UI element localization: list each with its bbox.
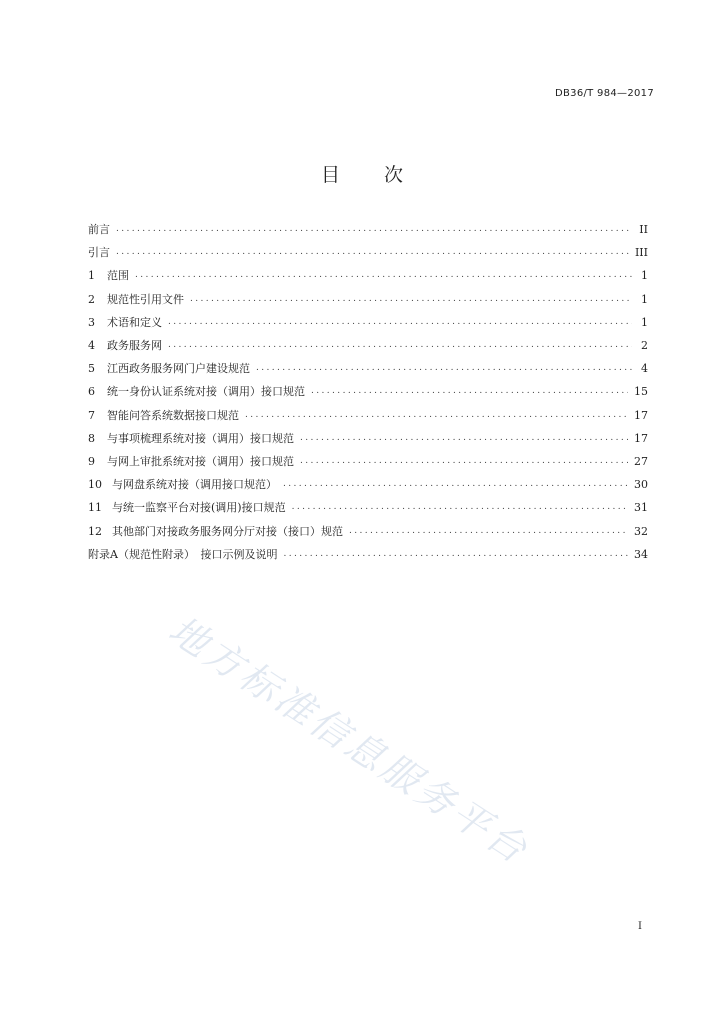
toc-entry-label: 智能问答系统数据接口规范 (107, 408, 239, 422)
toc-entry-label: 政务服务网 (107, 339, 162, 353)
toc-entry-2[interactable] (88, 288, 648, 311)
toc-leader-dots (168, 341, 632, 350)
toc-entry-12[interactable] (88, 519, 648, 542)
toc-entry-page: II (639, 223, 648, 237)
toc-entry-label: 附录A（规范性附录） 接口示例及说明 (88, 547, 278, 561)
toc-entry-label: 引言 (88, 246, 110, 260)
page-title (0, 160, 724, 187)
toc-entry-page: 1 (641, 269, 648, 283)
toc-entry-page: III (634, 246, 648, 260)
toc-entry-label: 与网上审批系统对接（调用）接口规范 (107, 454, 294, 468)
toc-entry-label: 其他部门对接政务服务网分厅对接（接口）规范 (112, 524, 343, 538)
toc-entry-label: 统一身份认证系统对接（调用）接口规范 (107, 385, 305, 399)
toc-entry-page: 31 (634, 501, 648, 515)
toc-entry-number: 8 (88, 431, 95, 445)
toc-entry-8[interactable] (88, 427, 648, 450)
toc-entry-number: 3 (88, 315, 95, 329)
toc-entry-number: 9 (88, 454, 95, 468)
toc-entry-page: 17 (634, 431, 648, 445)
toc-entry-11[interactable] (88, 496, 648, 519)
toc-leader-dots (116, 248, 629, 257)
page-number: I (638, 921, 642, 932)
toc-entry-label: 江西政务服务网门户建设规范 (107, 362, 250, 376)
toc-entry-label: 与统一监察平台对接(调用)接口规范 (112, 501, 286, 515)
toc-entry-page: 2 (641, 339, 648, 353)
toc-entry-label: 范围 (107, 269, 129, 283)
toc-entry-page: 32 (634, 524, 648, 538)
toc-entry-page: 17 (634, 408, 648, 422)
toc-entry-number: 10 (88, 478, 102, 492)
toc-leader-dots (116, 225, 632, 234)
toc-leader-dots (311, 387, 628, 396)
toc-leader-dots (256, 364, 632, 373)
toc-entry-number: 2 (88, 292, 95, 306)
title-char-1: 目 (320, 164, 340, 186)
toc-leader-dots (292, 503, 628, 512)
toc-entry-3[interactable] (88, 311, 648, 334)
toc-entry-page: 15 (634, 385, 648, 399)
toc-leader-dots (283, 480, 628, 489)
toc-entry-page: 30 (634, 478, 648, 492)
toc-entry-9[interactable] (88, 450, 648, 473)
table-of-contents (88, 218, 648, 566)
toc-leader-dots (245, 411, 628, 420)
title-char-2: 次 (384, 164, 404, 186)
toc-entry-label: 前言 (88, 223, 110, 237)
toc-entry-appendix-a[interactable] (88, 543, 648, 566)
watermark-text: 地方标准信息服务平台 (161, 607, 538, 874)
toc-entry-page: 34 (634, 547, 648, 561)
toc-leader-dots (283, 550, 628, 559)
toc-entry-label: 规范性引用文件 (107, 292, 184, 306)
toc-entry-page: 4 (641, 362, 648, 376)
toc-entry-number: 12 (88, 524, 102, 538)
toc-entry-number: 1 (88, 269, 95, 283)
toc-entry-introduction[interactable] (88, 241, 648, 264)
toc-leader-dots (349, 527, 628, 536)
document-code: DB36/T 984—2017 (555, 88, 654, 99)
toc-entry-page: 27 (634, 454, 648, 468)
toc-entry-number: 4 (88, 339, 95, 353)
toc-leader-dots (135, 271, 632, 280)
toc-entry-1[interactable] (88, 264, 648, 287)
toc-entry-4[interactable] (88, 334, 648, 357)
toc-leader-dots (300, 457, 628, 466)
toc-entry-number: 6 (88, 385, 95, 399)
toc-entry-number: 5 (88, 362, 95, 376)
toc-entry-5[interactable] (88, 357, 648, 380)
toc-leader-dots (190, 295, 632, 304)
toc-leader-dots (168, 318, 632, 327)
toc-leader-dots (300, 434, 628, 443)
toc-entry-10[interactable] (88, 473, 648, 496)
toc-entry-page: 1 (641, 292, 648, 306)
toc-entry-6[interactable] (88, 380, 648, 403)
toc-entry-number: 7 (88, 408, 95, 422)
toc-entry-label: 与事项梳理系统对接（调用）接口规范 (107, 431, 294, 445)
toc-entry-7[interactable] (88, 404, 648, 427)
toc-entry-label: 与网盘系统对接（调用接口规范） (112, 478, 277, 492)
toc-entry-label: 术语和定义 (107, 315, 162, 329)
toc-entry-page: 1 (641, 315, 648, 329)
toc-entry-preface[interactable] (88, 218, 648, 241)
toc-entry-number: 11 (88, 501, 102, 515)
